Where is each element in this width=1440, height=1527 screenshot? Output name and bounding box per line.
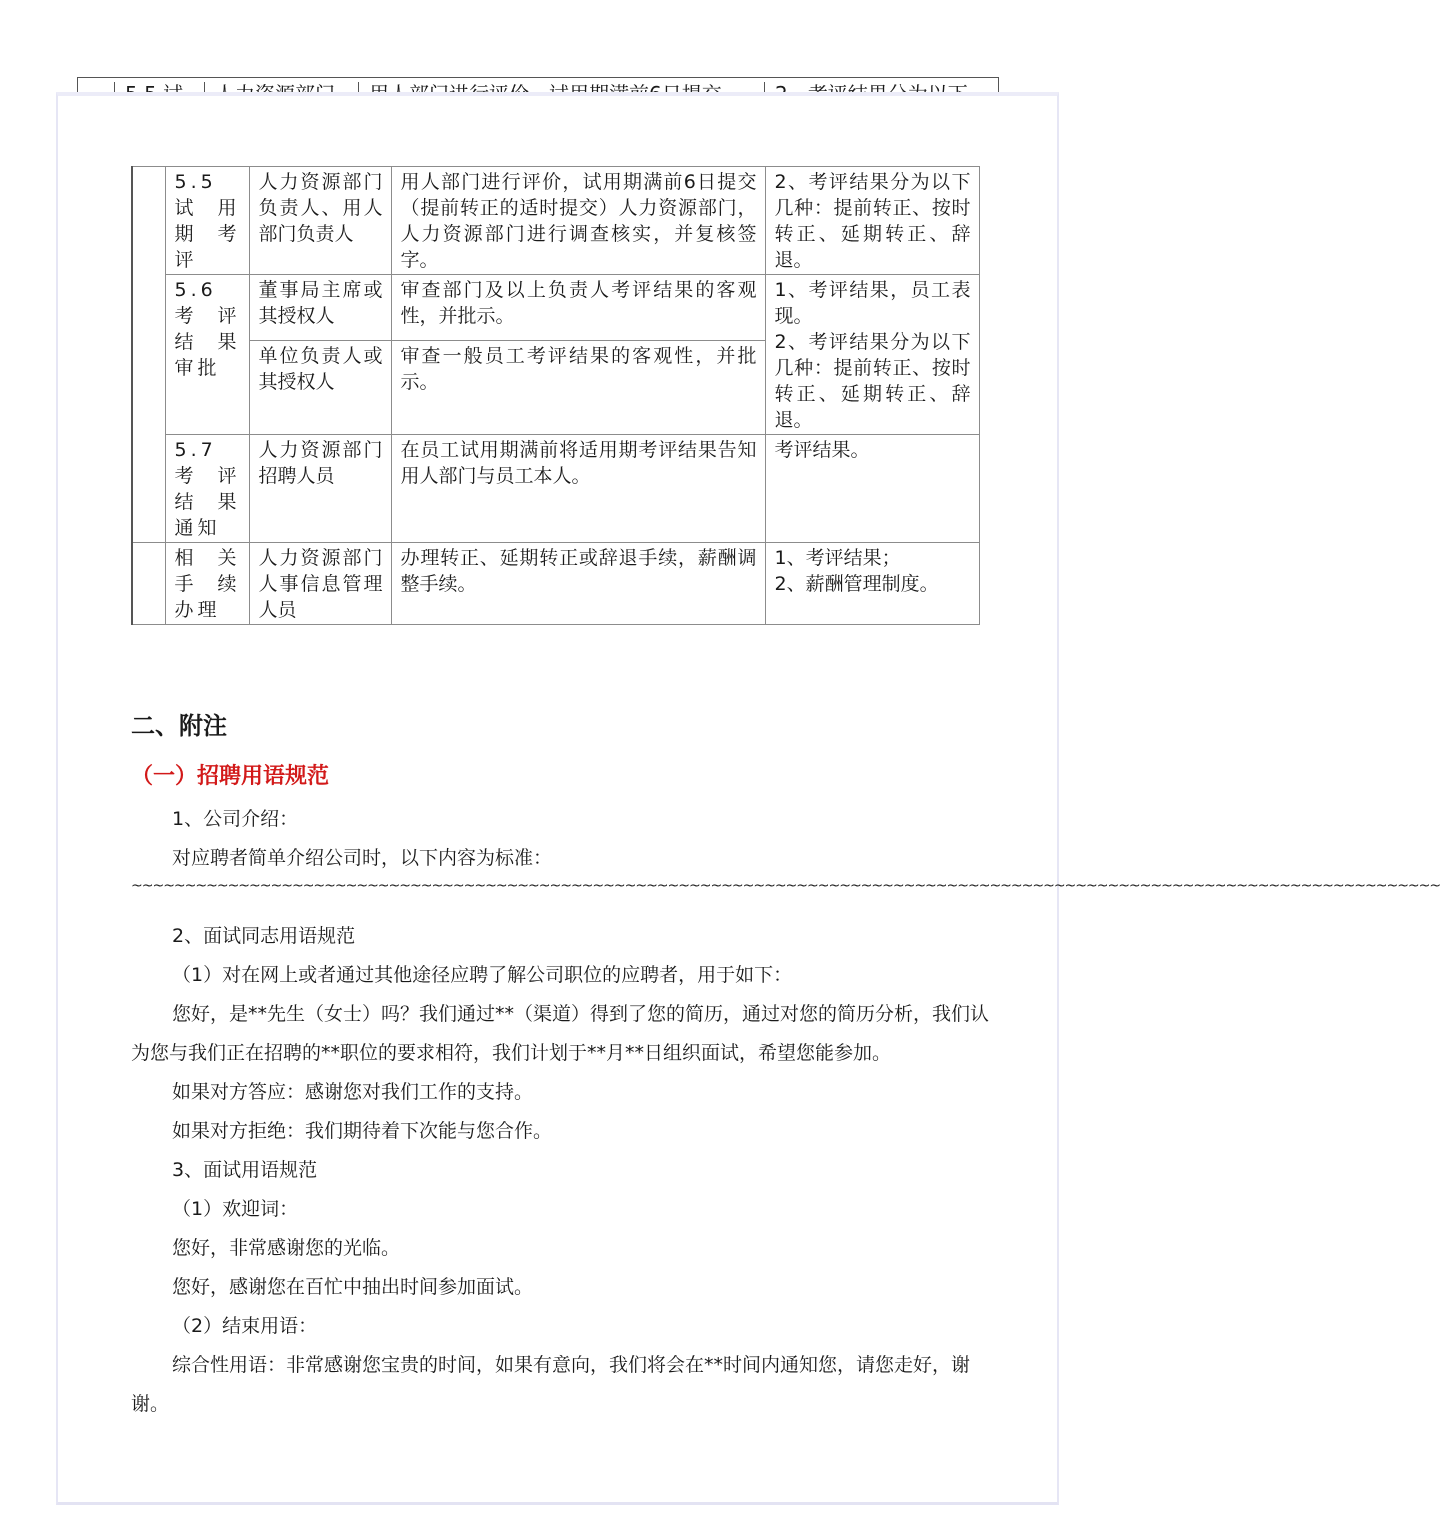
doc-cell: 1、考评结果； 2、薪酬管理制度。: [765, 543, 979, 625]
role-cell: 人力资源部门人事信息管理人员: [249, 543, 391, 625]
item3-welcome-1: 您好，非常感谢您的光临。: [172, 1237, 401, 1259]
item1-title: 1、公司介绍：: [172, 808, 299, 830]
table-row: [132, 435, 979, 543]
action-cell: 办理转正、延期转正或辞退手续，薪酬调整手续。: [391, 543, 765, 625]
item2-paragraph-text: 您好，是**先生（女士）吗？我们通过**（渠道）得到了您的简历，通过对您的简历分析，我们认为您与我们正在招聘的**职位的要求相符，我们计划于**月**日组织面试，希望您能参加。: [131, 1003, 990, 1064]
item3-welcome-2: 您好，感谢您在百忙中抽出时间参加面试。: [172, 1276, 534, 1298]
table-blank-cell: [132, 543, 165, 625]
doc-cell: 2、考评结果分为以下几种：提前转正、按时转正、延期转正、辞退。: [765, 167, 979, 275]
item2-sub1: （1）对在网上或者通过其他途径应聘了解公司职位的应聘者，用于如下：: [172, 964, 793, 986]
step-cell: 5.5 试用期考评: [165, 167, 249, 275]
step-cell: 5.7 考评结果通知: [165, 435, 249, 543]
item3-closing: [131, 1346, 991, 1424]
process-table: [131, 166, 980, 625]
tilde-divider: ~~~~~~~~~~~~~~~~~~~~~~~~~~~~~~~~~~~~~~~~~~~~~~~~~~~~~~~~~~~~~~~~~~~~~~~~~~~~~~~~~~~~~~~~~~~~~~~~~~~~~~~~~~~~~~~~~~~~~~~~~~: [131, 878, 1440, 894]
table-row: [132, 167, 979, 275]
doc-cell: 1、考评结果，员工表现。 2、考评结果分为以下几种：提前转正、按时转正、延期转正、辞退。: [765, 275, 979, 435]
step-cell: 相关手续办理: [165, 543, 249, 625]
role-cell: 单位负责人或其授权人: [249, 341, 391, 435]
action-cell: 在员工试用期满前将适用期考评结果告知用人部门与员工本人。: [391, 435, 765, 543]
step-cell: 5.6 考评结果审批: [165, 275, 249, 435]
action-cell: 审查部门及以上负责人考评结果的客观性，并批示。: [391, 275, 765, 341]
item2-paragraph: [131, 995, 991, 1073]
role-cell: 董事局主席或其授权人: [249, 275, 391, 341]
item2-title: 2、面试同志用语规范: [172, 925, 356, 947]
item3-closing-text: 综合性用语：非常感谢您宝贵的时间，如果有意向，我们将会在**时间内通知您，请您走好，谢谢。: [131, 1354, 971, 1415]
item3-title: 3、面试用语规范: [172, 1159, 318, 1181]
action-cell: 审查一般员工考评结果的客观性，并批示。: [391, 341, 765, 435]
role-cell: 人力资源部门负责人、用人部门负责人: [249, 167, 391, 275]
role-cell: 人力资源部门招聘人员: [249, 435, 391, 543]
table-blank-cell: [132, 167, 165, 543]
subsection-title: （一）招聘用语规范: [131, 764, 330, 789]
item2-refuse: 如果对方拒绝：我们期待着下次能与您合作。: [172, 1120, 553, 1142]
section-title: 二、附注: [131, 712, 227, 740]
table-row: [132, 543, 979, 625]
item3-sub2: （2）结束用语：: [172, 1315, 318, 1337]
table-row: [132, 275, 979, 341]
item2-agree: 如果对方答应：感谢您对我们工作的支持。: [172, 1081, 534, 1103]
item1-text: 对应聘者简单介绍公司时，以下内容为标准：: [172, 847, 553, 869]
doc-cell: 考评结果。: [765, 435, 979, 543]
action-cell: 用人部门进行评价，试用期满前6日提交（提前转正的适时提交）人力资源部门，人力资源部门进行调查核实，并复核签字。: [391, 167, 765, 275]
item3-sub1: （1）欢迎词：: [172, 1198, 299, 1220]
